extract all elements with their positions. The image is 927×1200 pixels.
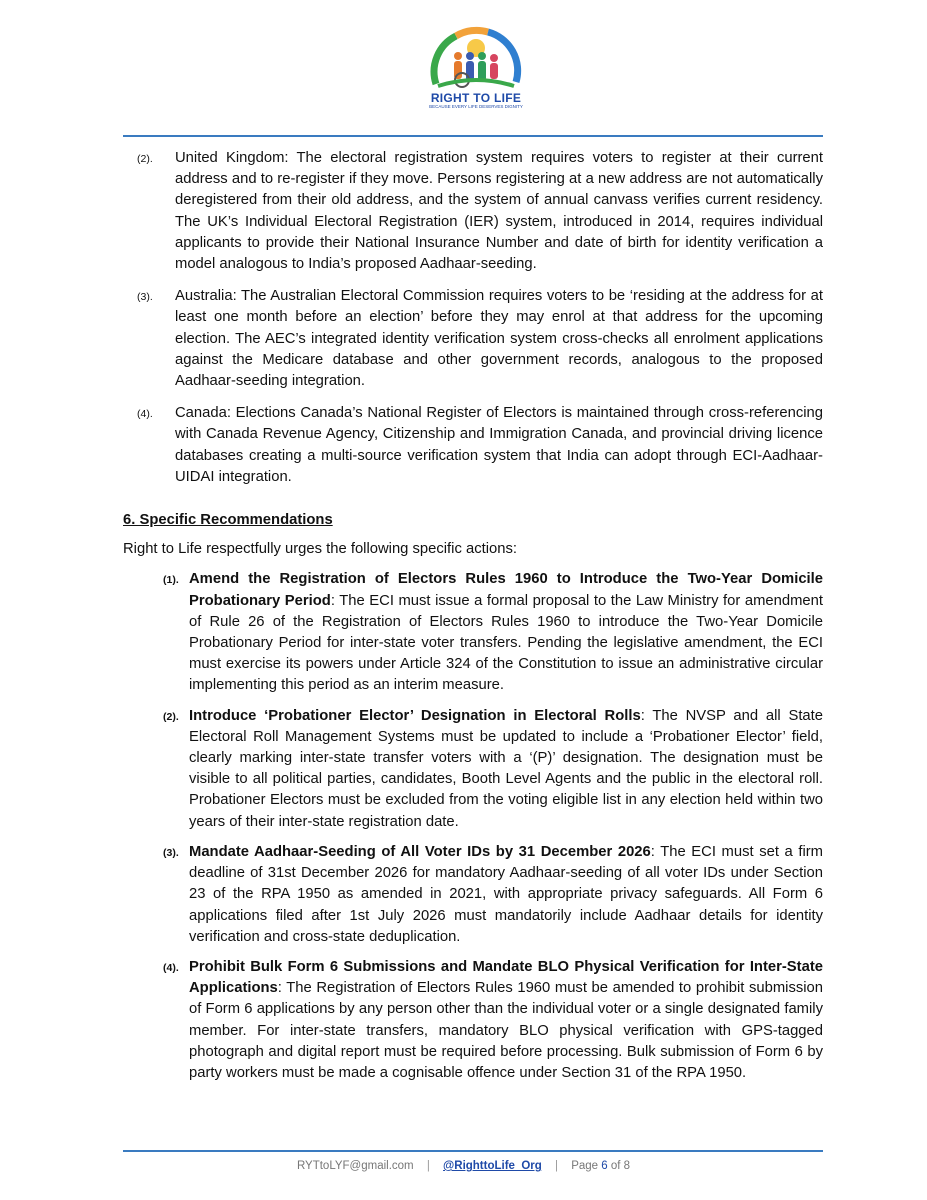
logo-emblem-icon [428,22,524,94]
recommendation-item [123,842,823,948]
recommendation-text: : The Registration of Electors Rules 1960 must be amended to prohibit submission of Form 6 applications by any person other than the individual voter or a single designated family member. For inter-state transfers, mandatory BLO physical verification with GPS-tagged photograph and digital report must be required before processing. Bulk submission of Form 6 by party workers must be made a cognisable offence under Section 31 of the RPA 1950. [189,980,823,1081]
page-footer [0,1160,927,1172]
recommendation-text: : The ECI must set a firm deadline of 31st December 2026 for mandatory Aadhaar-seeding of all voter IDs under Section 23 of the RPA 1950 as amended in 2021, with appropriate privacy safeguards. All Form 6 applications filed after 1st July 2026 must mandatorily include Aadhaar details for identity verification and cross-state deduplication. [189,843,824,945]
logo-name: RIGHT TO LIFE [430,91,522,105]
recommendation-number: (1). [163,574,179,587]
page-content [123,148,823,1093]
section-heading: 6. Specific Recommendations [123,512,333,529]
list-item-text: Canada: Elections Canada’s National Register of Electors is maintained through cross-referencing with Canada Revenue Agency, Citizenship and Immigration Canada, and provincial driving licence databases creating a multi-source verification system that India can adopt through ECI-Aadhaar-UIDAI integration. [175,405,823,485]
recommendation-title: Amend the Registration of Electors Rules 1960 to Introduce the Two-Year Domicile Probationary Period [189,571,823,609]
list-item [123,403,823,488]
recommendation-title: Mandate Aadhaar-Seeding of All Voter IDs by 31 December 2026 [189,843,651,860]
logo-tagline: BECAUSE EVERY LIFE DESERVES DIGNITY [429,104,523,109]
recommendation-number: (3). [163,846,179,859]
recommendation-text: : The NVSP and all State Electoral Roll Management Systems must be updated to include a ‘Probationer Elector’ field, clearly marking inter-state transfer voters with a ‘(P)’ designation. The designation must be visible to all political parties, candidates, Booth Level Agents and the public in the electoral roll. Probationer Electors must be excluded from the voting eligible list in any election held within two years of their inter-state registration date. [189,707,823,830]
recommendation-text: : The ECI must issue a formal proposal to the Law Ministry for amendment of Rule 26 of the Registration of Electors Rules 1960 to introduce the Two-Year Domicile Probationary Period for inter-state voter transfers. Pending the legislative amendment, the ECI must exercise its powers under Article 324 of the Constitution to issue an administrative circular implementing this period as an interim measure. [189,592,823,694]
recommendation-item [123,706,823,833]
organization-logo [420,22,532,122]
page-number: 6 [601,1160,608,1172]
recommendation-number: (4). [163,961,179,974]
recommendation-item [123,957,823,1084]
footer-social-handle[interactable]: @RighttoLife_Org [443,1160,542,1172]
footer-separator: | [426,1160,430,1172]
footer-email[interactable]: RYTtoLYF@gmail.com [296,1160,414,1172]
recommendation-number: (2). [163,710,179,723]
list-item [123,286,823,392]
recommendations-list [123,569,823,1084]
header-divider [123,135,823,137]
list-item-number: (3). [137,291,153,304]
list-item-number: (2). [137,153,153,165]
list-item [123,148,823,275]
footer-separator: | [554,1160,558,1172]
footer-divider [123,1150,823,1152]
list-item-number: (4). [137,408,153,421]
list-item-text: Australia: The Australian Electoral Commission requires voters to be ‘residing at the address for at least one month before an election’ before they may enrol at that address for the upcoming election. The AEC’s integrated identity verification system cross-checks all enrolment applications against the Medicare database and other government records, analogous to the proposed Aadhaar-seeding integration. [175,288,823,390]
page-label: Page [571,1160,599,1172]
list-item-text: United Kingdom: The electoral registration system requires voters to register at their current address and to re-register if they move. Persons registering at a new address are not automatically deregistered from their old address, and the system of annual canvass verifies current residency. The UK’s Individual Electoral Registration (IER) system, introduced in 2014, requires individual applicants to provide their National Insurance Number and date of birth for identity verification a model analogous to India’s proposed Aadhaar-seeding. [175,150,823,273]
section-intro: Right to Life respectfully urges the following specific actions: [123,541,517,558]
country-examples-list [123,148,823,488]
recommendation-title: Introduce ‘Probationer Elector’ Designation in Electoral Rolls [189,707,641,724]
page-total: of 8 [610,1160,631,1172]
recommendation-item [123,569,823,696]
recommendation-title: Prohibit Bulk Form 6 Submissions and Mandate BLO Physical Verification for Inter-State Applications [189,958,823,997]
